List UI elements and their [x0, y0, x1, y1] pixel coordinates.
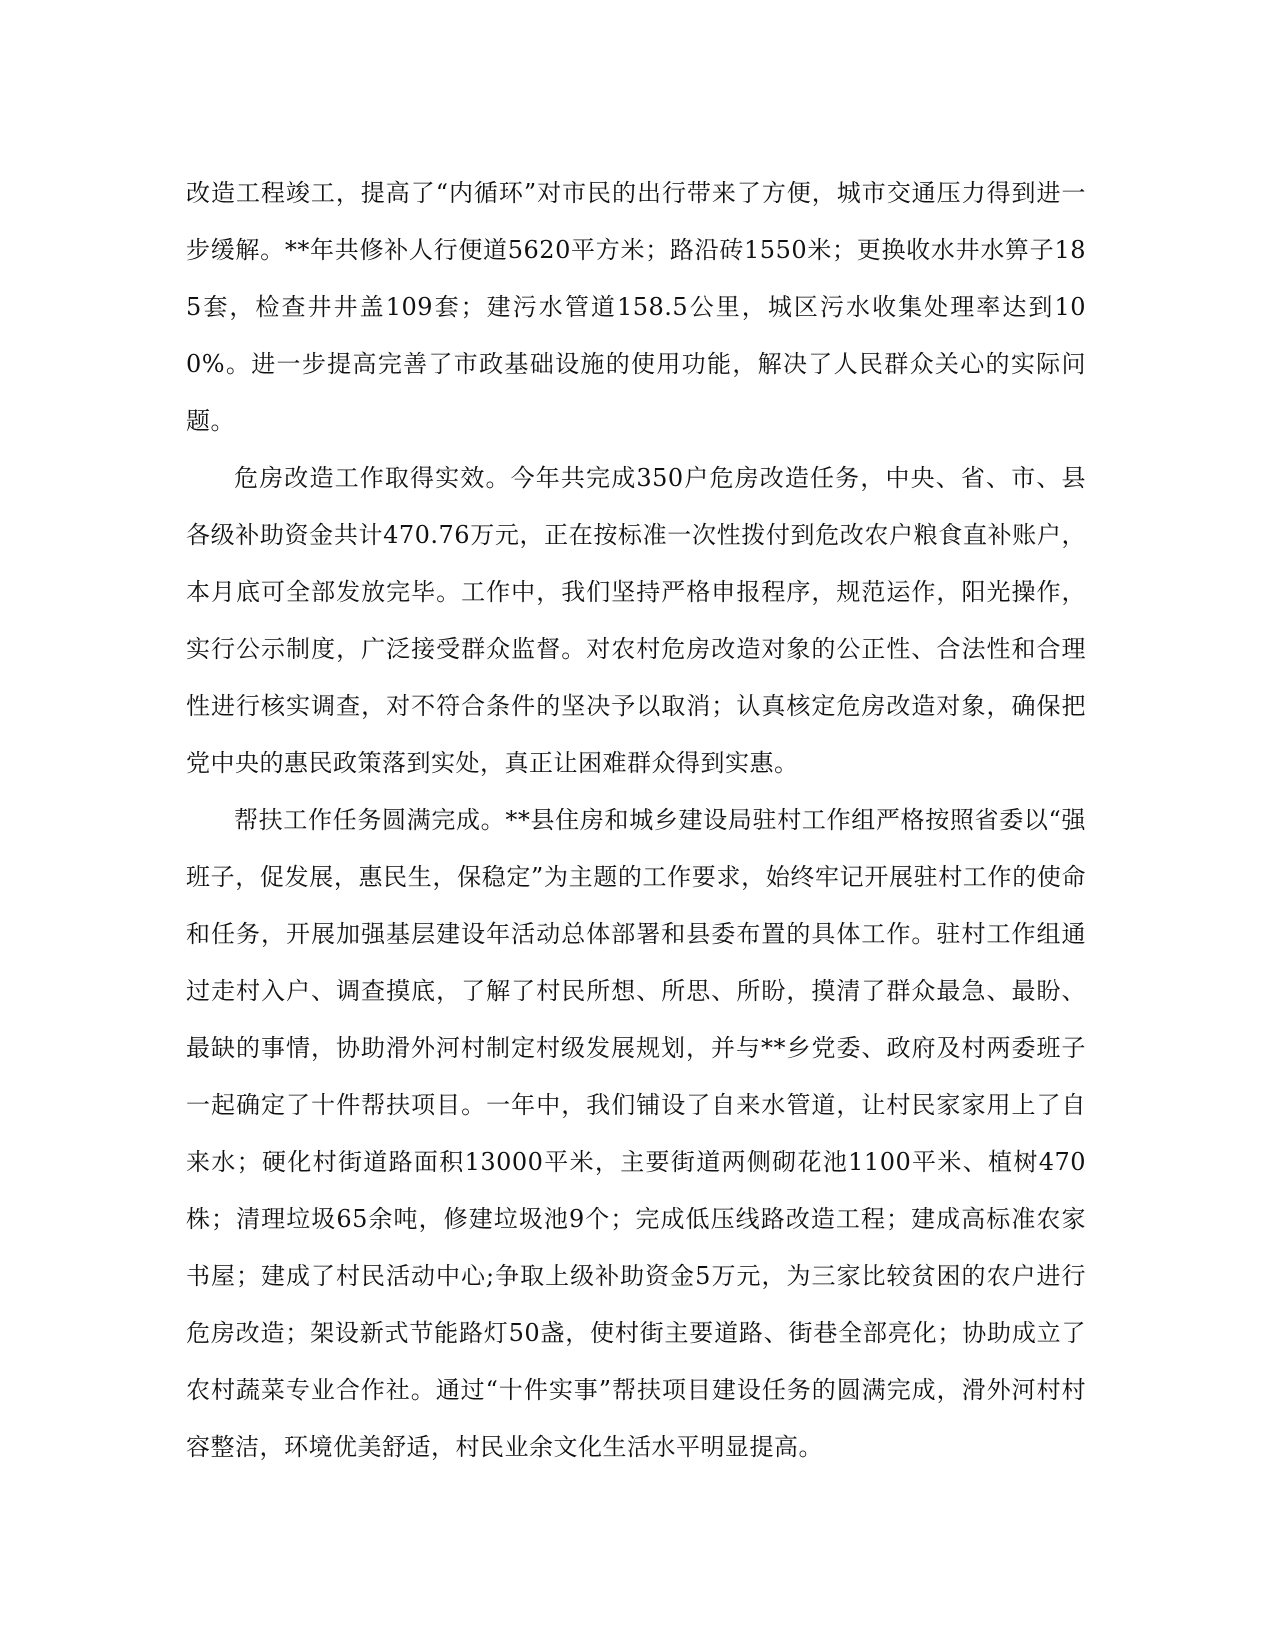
document-body	[186, 165, 1086, 1476]
paragraph-assistance-work: 帮扶工作任务圆满完成。**县住房和城乡建设局驻村工作组严格按照省委以“强班子，促发展，惠民生，保稳定”为主题的工作要求，始终牢记开展驻村工作的使命和任务，开展加强基层建设年活动总体部署和县委布置的具体工作。驻村工作组通过走村入户、调查摸底，了解了村民所想、所思、所盼，摸清了群众最急、最盼、最缺的事情，协助滑外河村制定村级发展规划，并与**乡党委、政府及村两委班子一起确定了十件帮扶项目。一年中，我们铺设了自来水管道，让村民家家用上了自来水；硬化村街道路面积13000平米，主要街道两侧砌花池1100平米、植树470株；清理垃圾65余吨，修建垃圾池9个；完成低压线路改造工程；建成高标准农家书屋；建成了村民活动中心;争取上级补助资金5万元，为三家比较贫困的农户进行危房改造；架设新式节能路灯50盏，使村街主要道路、街巷全部亮化；协助成立了农村蔬菜专业合作社。通过“十件实事”帮扶项目建设任务的圆满完成，滑外河村村容整洁，环境优美舒适，村民业余文化生活水平明显提高。	[186, 806, 1086, 1461]
paragraph-housing-renovation: 危房改造工作取得实效。今年共完成350户危房改造任务，中央、省、市、县各级补助资金共计470.76万元，正在按标准一次性拨付到危改农户粮食直补账户，本月底可全部发放完毕。工作中，我们坚持严格申报程序，规范运作，阳光操作，实行公示制度，广泛接受群众监督。对农村危房改造对象的公正性、合法性和合理性进行核实调查，对不符合条件的坚决予以取消；认真核定危房改造对象，确保把党中央的惠民政策落到实处，真正让困难群众得到实惠。	[186, 464, 1086, 777]
paragraph-continuation: 改造工程竣工，提高了“内循环”对市民的出行带来了方便，城市交通压力得到进一步缓解。**年共修补人行便道5620平方米；路沿砖1550米；更换收水井水箅子185套，检查井井盖109套；建污水管道158.5公里，城区污水收集处理率达到100%。进一步提高完善了市政基础设施的使用功能，解决了人民群众关心的实际问题。	[186, 179, 1086, 435]
